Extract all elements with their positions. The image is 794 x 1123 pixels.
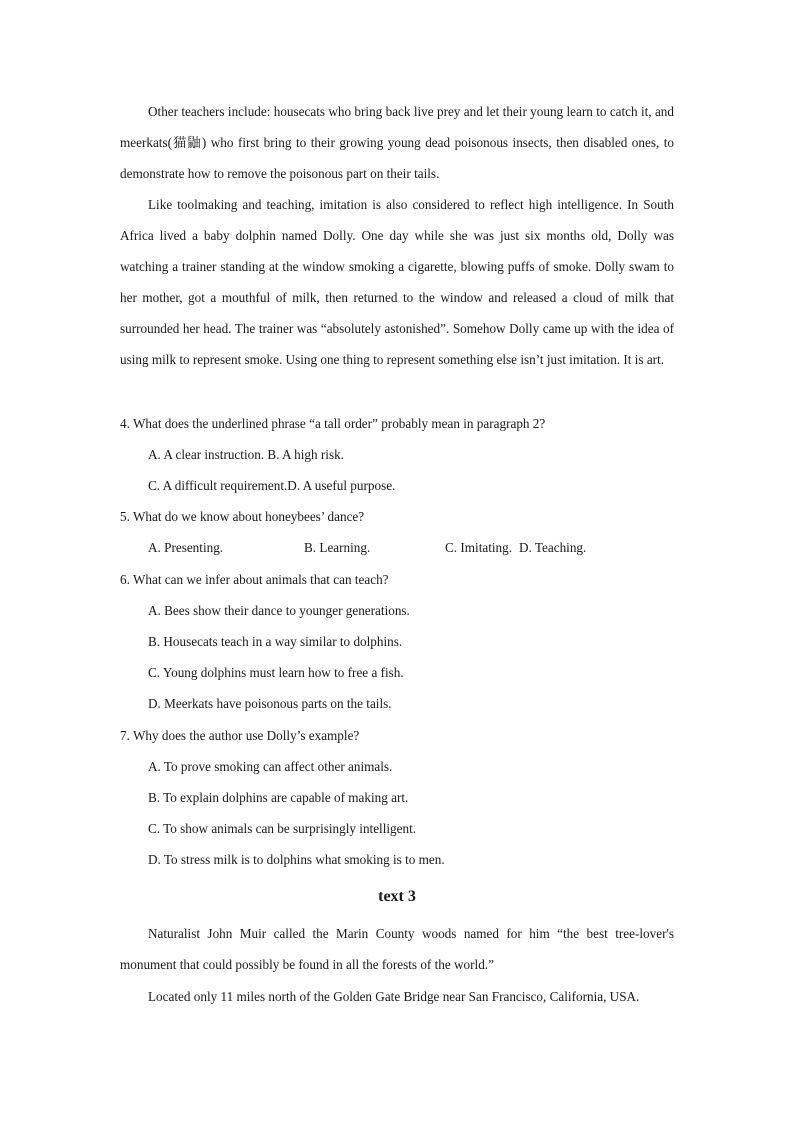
question-6-option-b: B. Housecats teach in a way similar to dolphins. bbox=[148, 634, 403, 649]
section-title-text3: text 3 bbox=[378, 888, 416, 905]
paragraph-other-teachers: Other teachers include: housecats who bring back live prey and let their young learn to catch it, and meerkats(猫鼬) who first bring to their growing young dead poisonous insects, then disabled ones, to demonstrate how to remove the poisonous part on their tails. bbox=[120, 104, 674, 181]
question-7-option-b: B. To explain dolphins are capable of making art. bbox=[148, 790, 409, 805]
paragraph-imitation-dolly: Like toolmaking and teaching, imitation is also considered to reflect high intelligence. In South Africa lived a baby dolphin named Dolly. One day while she was just six months old, Dolly was watching a trainer standing at the window smoking a cigarette, blowing puffs of smoke. Dolly swam to her mother, got a mouthful of milk, then returned to the window and released a cloud of milk that surrounded her head. The trainer was “absolutely astonished”. Somehow Dolly came up with the idea of using milk to represent smoke. Using one thing to represent something else isn’t just imitation. It is art. bbox=[120, 197, 674, 367]
question-7-stem: 7. Why does the author use Dolly’s example? bbox=[120, 728, 360, 743]
question-6-option-d: D. Meerkats have poisonous parts on the tails. bbox=[148, 696, 392, 711]
question-7-option-d: D. To stress milk is to dolphins what smoking is to men. bbox=[148, 852, 445, 867]
paragraph-location: Located only 11 miles north of the Golden Gate Bridge near San Francisco, California, USA. bbox=[148, 989, 640, 1004]
question-6-option-c: C. Young dolphins must learn how to free a fish. bbox=[148, 665, 404, 680]
question-4-options-cd: C. A difficult requirement.D. A useful purpose. bbox=[148, 478, 396, 493]
question-7-option-a: A. To prove smoking can affect other animals. bbox=[148, 759, 393, 774]
question-7-option-c: C. To show animals can be surprisingly intelligent. bbox=[148, 821, 417, 836]
question-5-option-d: D. Teaching. bbox=[519, 540, 587, 555]
question-5-options bbox=[148, 538, 674, 558]
question-5-stem: 5. What do we know about honeybees’ dance? bbox=[120, 509, 365, 524]
question-5-option-a: A. Presenting. bbox=[148, 540, 224, 555]
question-5-option-b: B. Learning. bbox=[304, 540, 371, 555]
question-6-stem: 6. What can we infer about animals that can teach? bbox=[120, 572, 389, 587]
question-4-options-ab: A. A clear instruction. B. A high risk. bbox=[148, 447, 344, 462]
question-5-option-c: C. Imitating. bbox=[445, 540, 513, 555]
paragraph-john-muir: Naturalist John Muir called the Marin County woods named for him “the best tree-lover's monument that could possibly be found in all the forests of the world.” bbox=[120, 926, 674, 972]
question-6-option-a: A. Bees show their dance to younger generations. bbox=[148, 603, 410, 618]
question-4-stem: 4. What does the underlined phrase “a tall order” probably mean in paragraph 2? bbox=[120, 416, 546, 431]
